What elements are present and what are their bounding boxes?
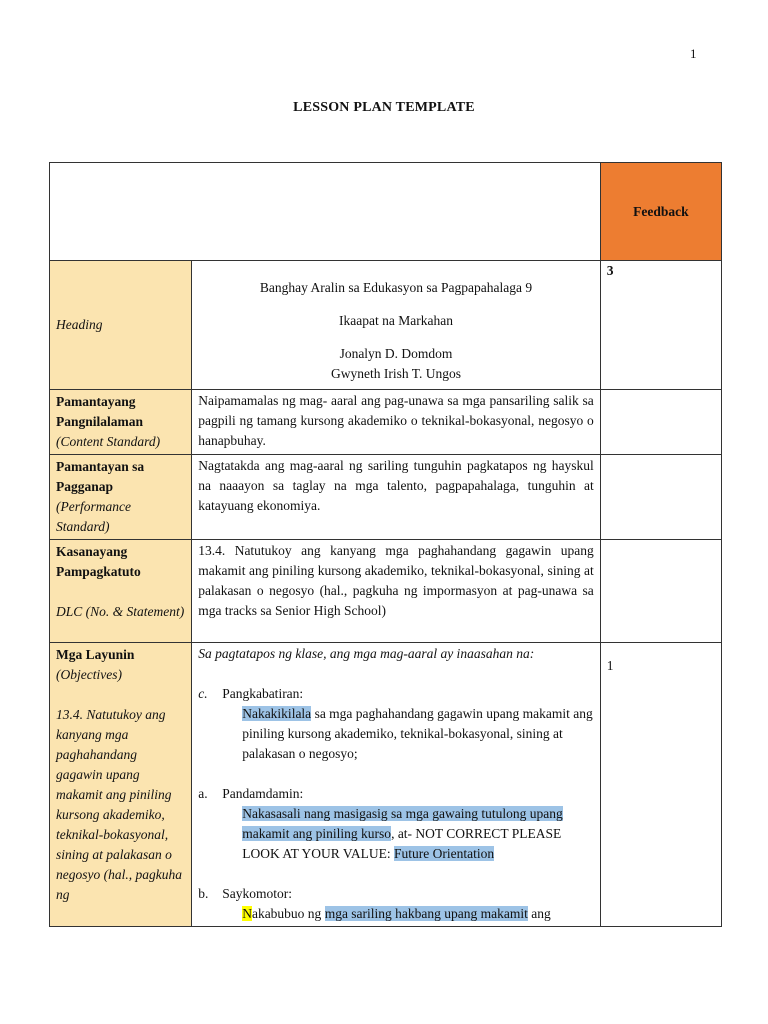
- objectives-subtitle: (Objectives): [56, 667, 122, 682]
- heading-row: [50, 261, 722, 390]
- cognitive-marker: c.: [198, 686, 208, 701]
- cognitive-heading: [198, 684, 594, 704]
- competency-row: [50, 540, 722, 643]
- content-standard-subtitle: (Content Standard): [56, 434, 161, 449]
- affective-heading: [198, 784, 594, 804]
- affective-highlight: Nakasasali nang masigasig sa mga gawaing tutulong upang makamit ang piniling kurso: [242, 806, 563, 841]
- performance-standard-subtitle: (Performance Standard): [56, 499, 131, 534]
- performance-standard-title: Pamantayan sa Pagganap: [56, 459, 145, 494]
- heading-author-1: Jonalyn D. Domdom: [339, 346, 453, 361]
- heading-author-2: Gwyneth Irish T. Ungos: [331, 366, 461, 381]
- lesson-plan-table: [49, 162, 722, 927]
- content-standard-title: Pamantayang Pangnilalaman: [56, 394, 144, 429]
- affective-title: Pandamdamin:: [222, 786, 304, 801]
- psychomotor-text: akabubuo ng: [251, 906, 325, 921]
- heading-feedback: 3: [600, 261, 721, 390]
- content-standard-feedback: [600, 390, 721, 455]
- psychomotor-rest: ang: [527, 906, 551, 921]
- heading-content: [192, 261, 601, 390]
- psychomotor-highlight: mga sariling hakbang upang makamit: [324, 906, 528, 921]
- page-number: 1: [690, 46, 697, 61]
- objectives-intro: Sa pagtatapos ng klase, ang mga mag-aaral ay inaasahan na:: [198, 646, 535, 661]
- objectives-row: [50, 643, 722, 927]
- heading-label-cell: [50, 261, 192, 390]
- psychomotor-title: Saykomotor:: [222, 886, 292, 901]
- competency-feedback: [600, 540, 721, 643]
- affective-objective: [198, 804, 594, 864]
- psychomotor-heading: [198, 884, 594, 904]
- heading-label: Heading: [56, 317, 103, 332]
- psychomotor-yellow-highlight: N: [242, 906, 252, 921]
- performance-standard-row: [50, 455, 722, 540]
- heading-course: Banghay Aralin sa Edukasyon sa Pagpapahalaga 9: [259, 280, 533, 295]
- content-standard-label: [50, 390, 192, 455]
- content-standard-text: Naipamamalas ng mag- aaral ang pag-unawa sa mga pansariling salik sa pagpili ng tamang kursong akademiko o teknikal-bokasyonal, negosyo o hanapbuhay.: [192, 390, 601, 455]
- psychomotor-marker: b.: [198, 886, 209, 901]
- heading-quarter: Ikaapat na Markahan: [339, 313, 453, 328]
- competency-label: [50, 540, 192, 643]
- performance-standard-label: [50, 455, 192, 540]
- cognitive-text: sa mga paghahandang gagawin upang makamit ang piniling kursong akademiko, teknikal-bokasyonal, sining at palakasan o negosyo;: [242, 706, 593, 761]
- objectives-title: Mga Layunin: [56, 647, 135, 662]
- performance-standard-feedback: [600, 455, 721, 540]
- psychomotor-objective: [198, 904, 594, 924]
- cognitive-title: Pangkabatiran:: [222, 686, 304, 701]
- table-header-row: [50, 163, 722, 261]
- objectives-detail: 13.4. Natutukoy ang kanyang mga paghahandang gagawin upang makamit ang piniling kursong akademiko, teknikal-bokasyonal, sining at palakasan o negosyo (hal., pagkuha ng: [56, 707, 182, 902]
- document-title: LESSON PLAN TEMPLATE: [293, 100, 475, 115]
- cognitive-highlight: Nakakikilala: [242, 706, 312, 721]
- competency-title: Kasanayang Pampagkatuto: [56, 544, 141, 579]
- affective-value-highlight: Future Orientation: [393, 846, 495, 861]
- content-standard-row: [50, 390, 722, 455]
- cognitive-objective: [198, 704, 594, 764]
- feedback-header: Feedback: [600, 163, 721, 261]
- affective-comment: , at- NOT CORRECT PLEASE LOOK AT YOUR VALUE:: [242, 826, 562, 861]
- performance-standard-text: Nagtatakda ang mag-aaral ng sariling tunguhin pagkatapos ng hayskul na naaayon sa taglay na mga talento, pagpapahalaga, tunguhin at katayuang ekonomiya.: [192, 455, 601, 540]
- objectives-content: [192, 643, 601, 927]
- header-blank-cell: [50, 163, 601, 261]
- objectives-feedback: 1: [600, 643, 721, 927]
- affective-marker: a.: [198, 786, 208, 801]
- competency-subtitle: DLC (No. & Statement): [56, 604, 185, 619]
- competency-text: 13.4. Natutukoy ang kanyang mga paghahandang gagawin upang makamit ang piniling kursong akademiko, teknikal-bokasyonal, sining at palakasan o negosyo (hal., pagkuha ng impormasyon at pag-unawa sa mga tracks sa Senior High School): [192, 540, 601, 643]
- objectives-label: [50, 643, 192, 927]
